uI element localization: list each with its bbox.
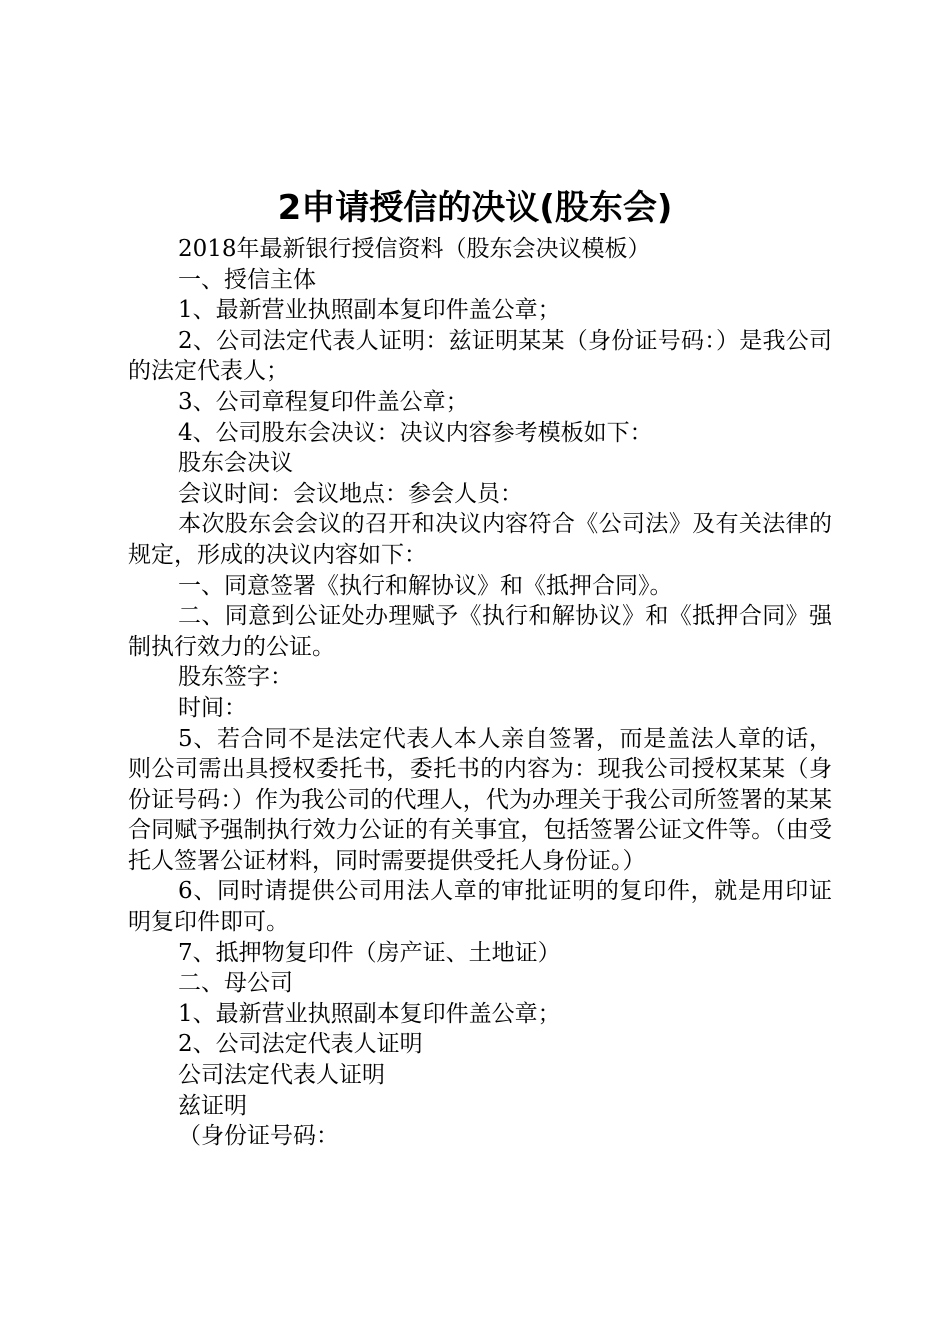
paragraph: 一、授信主体 [178, 266, 316, 293]
paragraph: 5、若合同不是法定代表人本人亲自签署，而是盖法人章的话，则公司需出具授权委托书，委托书的内容为：现我公司授权某某（身份证号码：）作为我公司的代理人，代为办理关于我公司所签署的某某合同赋予强制执行效力公证的有关事宜，包括签署公证文件等。（由受托人签署公证材料，同时需要提供受托人身份证。） [128, 725, 832, 874]
paragraph: 股东签字： [178, 664, 293, 691]
paragraph: 2、公司法定代表人证明 [178, 1031, 423, 1058]
paragraph: 股东会决议 [178, 450, 293, 477]
document-body [128, 234, 832, 1152]
paragraph: 4、公司股东会决议：决议内容参考模板如下： [178, 419, 653, 446]
paragraph: 二、同意到公证处办理赋予《执行和解协议》和《抵押合同》强制执行效力的公证。 [128, 603, 832, 660]
paragraph: 公司法定代表人证明 [178, 1062, 385, 1089]
paragraph: 二、母公司 [178, 970, 293, 997]
paragraph: 2018年最新银行授信资料（股东会决议模板） [178, 236, 651, 262]
paragraph: 会议时间：会议地点：参会人员： [178, 480, 523, 507]
paragraph: 7、抵押物复印件（房产证、土地证） [178, 939, 561, 966]
paragraph: （身份证号码： [178, 1123, 339, 1150]
paragraph: 1、最新营业执照副本复印件盖公章； [178, 1000, 561, 1027]
paragraph: 3、公司章程复印件盖公章； [178, 388, 469, 415]
document-title: 2申请授信的决议(股东会) [277, 188, 673, 228]
paragraph: 本次股东会会议的召开和决议内容符合《公司法》及有关法律的规定，形成的决议内容如下： [128, 511, 832, 568]
paragraph: 兹证明 [178, 1092, 247, 1119]
paragraph: 2、公司法定代表人证明：兹证明某某（身份证号码：）是我公司的法定代表人； [128, 327, 832, 385]
paragraph: 6、同时请提供公司用法人章的审批证明的复印件，就是用印证明复印件即可。 [128, 878, 832, 936]
paragraph: 1、最新营业执照副本复印件盖公章； [178, 297, 561, 324]
paragraph: 一、同意签署《执行和解协议》和《抵押合同》。 [178, 572, 673, 599]
paragraph: 时间： [178, 694, 247, 721]
